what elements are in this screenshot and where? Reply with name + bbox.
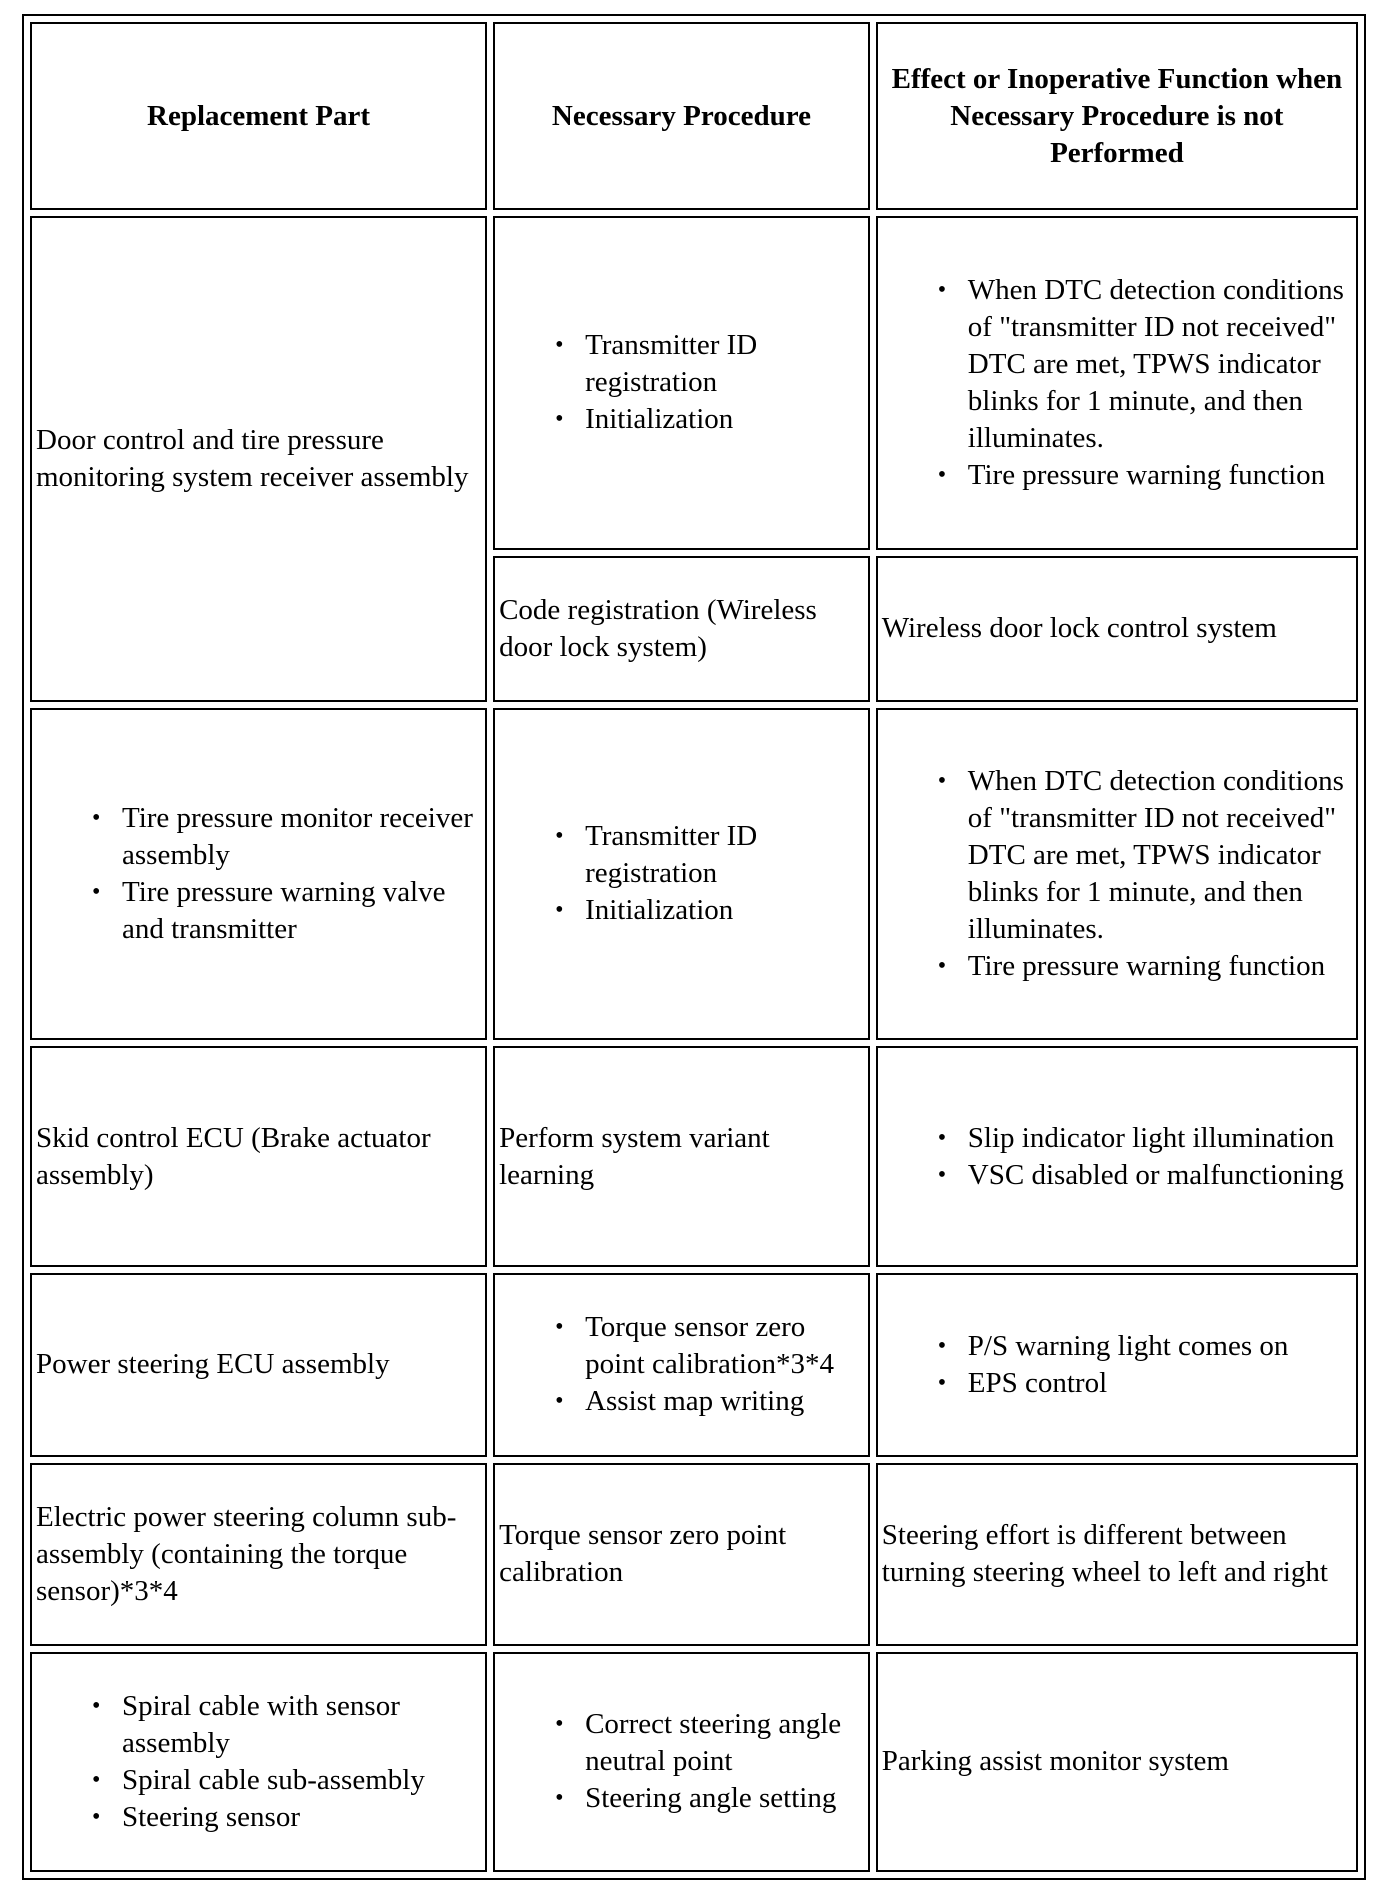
list-item: • Transmitter ID registration	[585, 327, 864, 401]
procedure-cell: Torque sensor zero point calibration	[493, 1463, 870, 1646]
part-list	[36, 1688, 481, 1836]
list-item: • P/S warning light comes on	[968, 1328, 1352, 1365]
procedure-list	[499, 1309, 864, 1420]
procedure-list	[499, 327, 864, 438]
list-item: • EPS control	[968, 1365, 1352, 1402]
effect-list	[882, 272, 1352, 494]
header-replacement-part: Replacement Part	[30, 22, 487, 210]
effect-list	[882, 763, 1352, 985]
table-row	[30, 1046, 1358, 1267]
table-frame	[22, 14, 1366, 1880]
effect-cell	[876, 708, 1358, 1040]
list-item: • Steering angle setting	[585, 1780, 864, 1817]
list-item: • Torque sensor zero point calibration*3*4	[585, 1309, 864, 1383]
list-item: • When DTC detection conditions of "transmitter ID not received" DTC are met, TPWS indicator blinks for 1 minute, and then illuminates.	[968, 763, 1352, 948]
part-list	[36, 800, 481, 948]
table-row	[30, 1463, 1358, 1646]
header-effect: Effect or Inoperative Function when Necessary Procedure is not Performed	[876, 22, 1358, 210]
effect-cell: Steering effort is different between turning steering wheel to left and right	[876, 1463, 1358, 1646]
table-row	[30, 1273, 1358, 1456]
list-item: • VSC disabled or malfunctioning	[968, 1157, 1352, 1194]
list-item: • Tire pressure warning valve and transmitter	[122, 874, 481, 948]
part-cell	[30, 708, 487, 1040]
list-item: • Correct steering angle neutral point	[585, 1706, 864, 1780]
list-item: • Initialization	[585, 401, 864, 438]
replacement-procedure-table	[24, 16, 1364, 1878]
effect-cell	[876, 216, 1358, 549]
list-item: • Tire pressure monitor receiver assembly	[122, 800, 481, 874]
part-cell: Power steering ECU assembly	[30, 1273, 487, 1456]
list-item: • Assist map writing	[585, 1383, 864, 1420]
effect-cell: Wireless door lock control system	[876, 556, 1358, 702]
effect-cell: Parking assist monitor system	[876, 1652, 1358, 1872]
effect-list	[882, 1120, 1352, 1194]
procedure-cell	[493, 1652, 870, 1872]
effect-cell	[876, 1046, 1358, 1267]
table-row	[30, 708, 1358, 1040]
effect-list	[882, 1328, 1352, 1402]
procedure-cell	[493, 708, 870, 1040]
list-item: • When DTC detection conditions of "transmitter ID not received" DTC are met, TPWS indicator blinks for 1 minute, and then illuminates.	[968, 272, 1352, 457]
procedure-cell	[493, 216, 870, 549]
list-item: • Tire pressure warning function	[968, 948, 1352, 985]
list-item: • Initialization	[585, 892, 864, 929]
table-row	[30, 1652, 1358, 1872]
list-item: • Spiral cable sub-assembly	[122, 1762, 481, 1799]
list-item: • Spiral cable with sensor assembly	[122, 1688, 481, 1762]
procedure-cell	[493, 1273, 870, 1456]
procedure-cell: Perform system variant learning	[493, 1046, 870, 1267]
table-row	[30, 216, 1358, 549]
list-item: • Slip indicator light illumination	[968, 1120, 1352, 1157]
list-item: • Transmitter ID registration	[585, 818, 864, 892]
procedure-list	[499, 1706, 864, 1817]
part-cell	[30, 1652, 487, 1872]
list-item: • Tire pressure warning function	[968, 457, 1352, 494]
procedure-cell: Code registration (Wireless door lock system)	[493, 556, 870, 702]
part-cell: Skid control ECU (Brake actuator assembly)	[30, 1046, 487, 1267]
table-header-row	[30, 22, 1358, 210]
part-cell: Door control and tire pressure monitoring system receiver assembly	[30, 216, 487, 702]
list-item: • Steering sensor	[122, 1799, 481, 1836]
part-cell: Electric power steering column sub-assembly (containing the torque sensor)*3*4	[30, 1463, 487, 1646]
effect-cell	[876, 1273, 1358, 1456]
header-necessary-procedure: Necessary Procedure	[493, 22, 870, 210]
procedure-list	[499, 818, 864, 929]
